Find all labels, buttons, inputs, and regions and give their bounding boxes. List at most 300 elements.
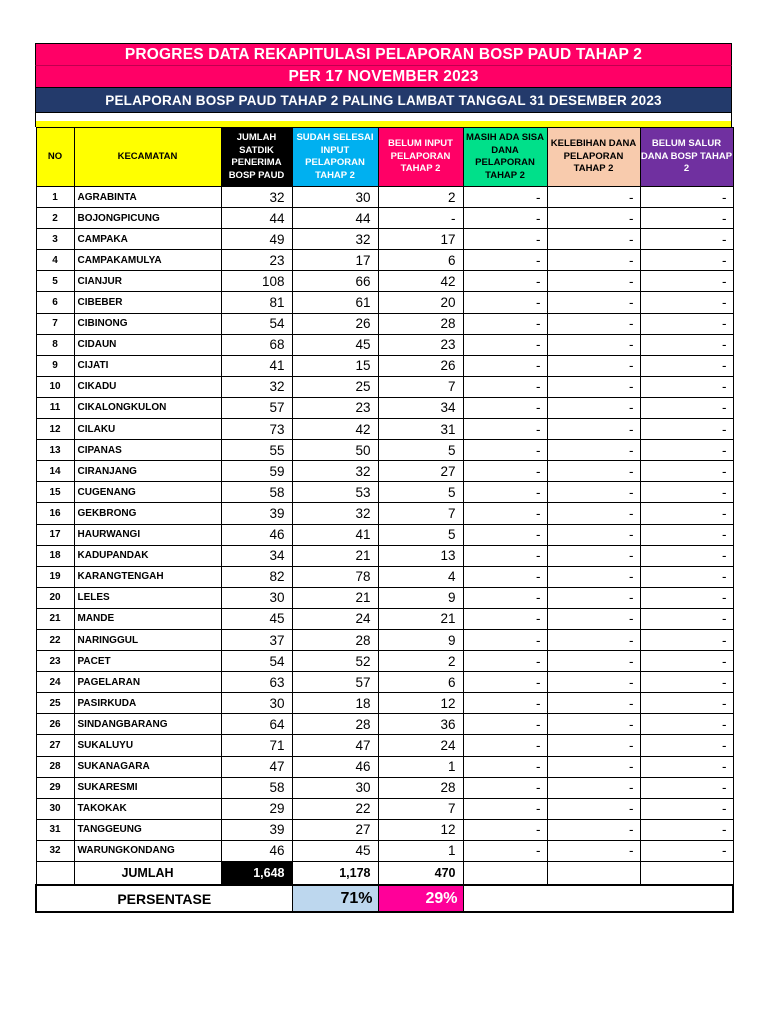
row-no: 6	[36, 292, 74, 313]
row-jumlah: 30	[221, 693, 292, 714]
row-sudah: 44	[292, 208, 378, 229]
row-kecamatan: SUKANAGARA	[74, 756, 221, 777]
row-sudah: 28	[292, 629, 378, 650]
row-sudah: 41	[292, 524, 378, 545]
row-masih: -	[463, 334, 547, 355]
row-kecamatan: MANDE	[74, 608, 221, 629]
row-belum: 5	[378, 524, 463, 545]
row-lebih: -	[547, 271, 640, 292]
header-masih-sisa-dana: MASIH ADA SISA DANA PELAPORAN TAHAP 2	[463, 128, 547, 187]
table-row	[36, 440, 733, 461]
row-kecamatan: CAMPAKAMULYA	[74, 250, 221, 271]
table-row	[36, 419, 733, 440]
row-belum: 12	[378, 819, 463, 840]
row-masih: -	[463, 651, 547, 672]
row-kecamatan: TANGGEUNG	[74, 819, 221, 840]
row-lebih: -	[547, 292, 640, 313]
row-salur: -	[640, 397, 733, 418]
row-no: 28	[36, 756, 74, 777]
row-salur: -	[640, 608, 733, 629]
row-masih: -	[463, 566, 547, 587]
row-kecamatan: TAKOKAK	[74, 798, 221, 819]
table-row	[36, 672, 733, 693]
row-lebih: -	[547, 714, 640, 735]
row-salur: -	[640, 334, 733, 355]
row-lebih: -	[547, 777, 640, 798]
deadline-banner: PELAPORAN BOSP PAUD TAHAP 2 PALING LAMBAT TANGGAL 31 DESEMBER 2023	[35, 87, 732, 112]
row-jumlah: 44	[221, 208, 292, 229]
table-row	[36, 229, 733, 250]
row-masih: -	[463, 735, 547, 756]
row-jumlah: 57	[221, 397, 292, 418]
row-masih: -	[463, 440, 547, 461]
row-no: 29	[36, 777, 74, 798]
total-row	[36, 862, 733, 886]
row-lebih: -	[547, 629, 640, 650]
row-salur: -	[640, 208, 733, 229]
row-salur: -	[640, 355, 733, 376]
row-belum: 26	[378, 355, 463, 376]
row-sudah: 18	[292, 693, 378, 714]
row-belum: 7	[378, 798, 463, 819]
row-salur: -	[640, 524, 733, 545]
row-salur: -	[640, 313, 733, 334]
row-jumlah: 30	[221, 587, 292, 608]
row-salur: -	[640, 503, 733, 524]
row-no: 1	[36, 187, 74, 208]
row-sudah: 21	[292, 587, 378, 608]
total-no-cell	[36, 862, 74, 886]
row-sudah: 15	[292, 355, 378, 376]
row-no: 15	[36, 482, 74, 503]
row-lebih: -	[547, 208, 640, 229]
table-row	[36, 397, 733, 418]
row-lebih: -	[547, 503, 640, 524]
row-sudah: 42	[292, 419, 378, 440]
table-row	[36, 250, 733, 271]
row-no: 30	[36, 798, 74, 819]
row-kecamatan: KARANGTENGAH	[74, 566, 221, 587]
percentage-sudah: 71%	[292, 885, 378, 912]
table-row	[36, 292, 733, 313]
table-row	[36, 376, 733, 397]
row-masih: -	[463, 376, 547, 397]
table-row	[36, 756, 733, 777]
row-jumlah: 108	[221, 271, 292, 292]
row-sudah: 32	[292, 503, 378, 524]
total-salur-cell	[640, 862, 733, 886]
row-lebih: -	[547, 313, 640, 334]
table-row	[36, 777, 733, 798]
row-masih: -	[463, 419, 547, 440]
table-row	[36, 714, 733, 735]
row-masih: -	[463, 271, 547, 292]
total-masih-cell	[463, 862, 547, 886]
row-lebih: -	[547, 229, 640, 250]
row-no: 21	[36, 608, 74, 629]
row-kecamatan: GEKBRONG	[74, 503, 221, 524]
row-jumlah: 55	[221, 440, 292, 461]
row-salur: -	[640, 735, 733, 756]
row-sudah: 61	[292, 292, 378, 313]
row-jumlah: 68	[221, 334, 292, 355]
table-row	[36, 651, 733, 672]
row-salur: -	[640, 629, 733, 650]
row-sudah: 21	[292, 545, 378, 566]
row-jumlah: 45	[221, 608, 292, 629]
row-sudah: 32	[292, 461, 378, 482]
row-belum: 7	[378, 503, 463, 524]
row-belum: 2	[378, 651, 463, 672]
table-row	[36, 798, 733, 819]
report-title: PROGRES DATA REKAPITULASI PELAPORAN BOSP PAUD TAHAP 2	[35, 43, 732, 65]
row-lebih: -	[547, 798, 640, 819]
row-sudah: 30	[292, 777, 378, 798]
row-lebih: -	[547, 587, 640, 608]
row-salur: -	[640, 292, 733, 313]
row-belum: 34	[378, 397, 463, 418]
row-lebih: -	[547, 672, 640, 693]
row-no: 25	[36, 693, 74, 714]
table-row	[36, 208, 733, 229]
row-kecamatan: PAGELARAN	[74, 672, 221, 693]
table-row	[36, 334, 733, 355]
row-sudah: 53	[292, 482, 378, 503]
row-sudah: 26	[292, 313, 378, 334]
row-lebih: -	[547, 334, 640, 355]
row-no: 26	[36, 714, 74, 735]
row-jumlah: 29	[221, 798, 292, 819]
row-no: 16	[36, 503, 74, 524]
percentage-belum: 29%	[378, 885, 463, 912]
row-masih: -	[463, 714, 547, 735]
row-salur: -	[640, 587, 733, 608]
row-masih: -	[463, 840, 547, 861]
header-kelebihan-dana: KELEBIHAN DANA PELAPORAN TAHAP 2	[547, 128, 640, 187]
total-sudah: 1,178	[292, 862, 378, 886]
row-sudah: 50	[292, 440, 378, 461]
row-kecamatan: BOJONGPICUNG	[74, 208, 221, 229]
row-sudah: 24	[292, 608, 378, 629]
table-row	[36, 587, 733, 608]
row-sudah: 45	[292, 334, 378, 355]
table-row	[36, 503, 733, 524]
row-lebih: -	[547, 187, 640, 208]
row-kecamatan: SUKALUYU	[74, 735, 221, 756]
row-no: 8	[36, 334, 74, 355]
row-lebih: -	[547, 608, 640, 629]
row-no: 17	[36, 524, 74, 545]
header-no: NO	[36, 128, 74, 187]
row-masih: -	[463, 250, 547, 271]
table-row	[36, 524, 733, 545]
row-lebih: -	[547, 651, 640, 672]
row-salur: -	[640, 376, 733, 397]
row-kecamatan: LELES	[74, 587, 221, 608]
row-lebih: -	[547, 693, 640, 714]
row-salur: -	[640, 271, 733, 292]
row-jumlah: 32	[221, 187, 292, 208]
row-no: 24	[36, 672, 74, 693]
row-belum: 23	[378, 334, 463, 355]
row-belum: 9	[378, 629, 463, 650]
header-jumlah-satdik: JUMLAH SATDIK PENERIMA BOSP PAUD	[221, 128, 292, 187]
row-salur: -	[640, 798, 733, 819]
row-belum: 6	[378, 672, 463, 693]
row-sudah: 32	[292, 229, 378, 250]
row-belum: 7	[378, 376, 463, 397]
table-row	[36, 566, 733, 587]
table-row	[36, 819, 733, 840]
row-lebih: -	[547, 461, 640, 482]
row-jumlah: 71	[221, 735, 292, 756]
row-sudah: 30	[292, 187, 378, 208]
row-masih: -	[463, 208, 547, 229]
row-lebih: -	[547, 524, 640, 545]
row-no: 5	[36, 271, 74, 292]
total-lebih-cell	[547, 862, 640, 886]
row-kecamatan: SUKARESMI	[74, 777, 221, 798]
table-row	[36, 461, 733, 482]
row-no: 31	[36, 819, 74, 840]
recap-table	[35, 127, 734, 913]
row-no: 13	[36, 440, 74, 461]
row-kecamatan: CIRANJANG	[74, 461, 221, 482]
row-kecamatan: HAURWANGI	[74, 524, 221, 545]
row-salur: -	[640, 693, 733, 714]
row-no: 4	[36, 250, 74, 271]
row-sudah: 28	[292, 714, 378, 735]
total-jumlah: 1,648	[221, 862, 292, 886]
row-masih: -	[463, 461, 547, 482]
total-belum: 470	[378, 862, 463, 886]
row-salur: -	[640, 777, 733, 798]
table-row	[36, 735, 733, 756]
row-sudah: 52	[292, 651, 378, 672]
row-lebih: -	[547, 735, 640, 756]
row-masih: -	[463, 819, 547, 840]
row-masih: -	[463, 482, 547, 503]
total-label: JUMLAH	[74, 862, 221, 886]
row-no: 27	[36, 735, 74, 756]
row-salur: -	[640, 419, 733, 440]
row-belum: 31	[378, 419, 463, 440]
row-masih: -	[463, 587, 547, 608]
row-lebih: -	[547, 250, 640, 271]
row-kecamatan: CIANJUR	[74, 271, 221, 292]
row-jumlah: 41	[221, 355, 292, 376]
table-body	[36, 187, 733, 862]
row-sudah: 66	[292, 271, 378, 292]
table-row	[36, 271, 733, 292]
row-belum: 17	[378, 229, 463, 250]
row-kecamatan: CIKADU	[74, 376, 221, 397]
header-belum-input: BELUM INPUT PELAPORAN TAHAP 2	[378, 128, 463, 187]
row-belum: 36	[378, 714, 463, 735]
row-salur: -	[640, 840, 733, 861]
row-belum: 9	[378, 587, 463, 608]
row-no: 12	[36, 419, 74, 440]
row-belum: 1	[378, 756, 463, 777]
row-jumlah: 46	[221, 524, 292, 545]
row-sudah: 46	[292, 756, 378, 777]
row-masih: -	[463, 292, 547, 313]
row-jumlah: 58	[221, 777, 292, 798]
row-salur: -	[640, 250, 733, 271]
row-salur: -	[640, 440, 733, 461]
spacer-row	[35, 112, 732, 121]
row-belum: 5	[378, 482, 463, 503]
row-jumlah: 49	[221, 229, 292, 250]
report-date: PER 17 NOVEMBER 2023	[35, 65, 732, 87]
report-sheet	[35, 43, 732, 913]
table-row	[36, 545, 733, 566]
row-lebih: -	[547, 566, 640, 587]
row-masih: -	[463, 187, 547, 208]
row-salur: -	[640, 187, 733, 208]
row-jumlah: 54	[221, 313, 292, 334]
row-masih: -	[463, 798, 547, 819]
row-masih: -	[463, 397, 547, 418]
row-belum: 20	[378, 292, 463, 313]
row-lebih: -	[547, 482, 640, 503]
row-lebih: -	[547, 840, 640, 861]
row-no: 32	[36, 840, 74, 861]
row-no: 9	[36, 355, 74, 376]
row-lebih: -	[547, 545, 640, 566]
row-masih: -	[463, 355, 547, 376]
header-row	[36, 128, 733, 187]
row-jumlah: 39	[221, 503, 292, 524]
table-row	[36, 629, 733, 650]
row-masih: -	[463, 608, 547, 629]
header-sudah-input: SUDAH SELESAI INPUT PELAPORAN TAHAP 2	[292, 128, 378, 187]
table-row	[36, 482, 733, 503]
row-masih: -	[463, 756, 547, 777]
row-salur: -	[640, 461, 733, 482]
row-belum: 1	[378, 840, 463, 861]
row-belum: 13	[378, 545, 463, 566]
row-kecamatan: CIBINONG	[74, 313, 221, 334]
row-no: 2	[36, 208, 74, 229]
table-row	[36, 355, 733, 376]
row-kecamatan: CIJATI	[74, 355, 221, 376]
header-belum-salur: BELUM SALUR DANA BOSP TAHAP 2	[640, 128, 733, 187]
row-belum: 5	[378, 440, 463, 461]
row-sudah: 25	[292, 376, 378, 397]
row-belum: 12	[378, 693, 463, 714]
row-lebih: -	[547, 397, 640, 418]
row-jumlah: 34	[221, 545, 292, 566]
row-kecamatan: AGRABINTA	[74, 187, 221, 208]
row-kecamatan: PASIRKUDA	[74, 693, 221, 714]
row-belum: 2	[378, 187, 463, 208]
row-salur: -	[640, 482, 733, 503]
row-masih: -	[463, 629, 547, 650]
row-no: 23	[36, 651, 74, 672]
table-row	[36, 693, 733, 714]
percentage-row	[36, 885, 733, 912]
row-no: 11	[36, 397, 74, 418]
row-masih: -	[463, 693, 547, 714]
row-sudah: 78	[292, 566, 378, 587]
row-salur: -	[640, 819, 733, 840]
row-jumlah: 81	[221, 292, 292, 313]
row-sudah: 45	[292, 840, 378, 861]
row-belum: 28	[378, 313, 463, 334]
summary-body	[36, 862, 733, 913]
table-row	[36, 187, 733, 208]
row-no: 20	[36, 587, 74, 608]
percentage-empty	[463, 885, 733, 912]
header-kecamatan: KECAMATAN	[74, 128, 221, 187]
row-jumlah: 59	[221, 461, 292, 482]
row-lebih: -	[547, 756, 640, 777]
row-jumlah: 23	[221, 250, 292, 271]
row-kecamatan: CIDAUN	[74, 334, 221, 355]
row-salur: -	[640, 566, 733, 587]
row-no: 19	[36, 566, 74, 587]
row-belum: 24	[378, 735, 463, 756]
row-no: 14	[36, 461, 74, 482]
row-masih: -	[463, 313, 547, 334]
row-salur: -	[640, 672, 733, 693]
row-lebih: -	[547, 355, 640, 376]
row-jumlah: 73	[221, 419, 292, 440]
row-jumlah: 64	[221, 714, 292, 735]
row-sudah: 22	[292, 798, 378, 819]
row-sudah: 17	[292, 250, 378, 271]
row-masih: -	[463, 777, 547, 798]
row-lebih: -	[547, 419, 640, 440]
row-belum: -	[378, 208, 463, 229]
row-lebih: -	[547, 819, 640, 840]
row-no: 18	[36, 545, 74, 566]
row-jumlah: 82	[221, 566, 292, 587]
row-sudah: 27	[292, 819, 378, 840]
percentage-label: PERSENTASE	[36, 885, 292, 912]
row-kecamatan: KADUPANDAK	[74, 545, 221, 566]
row-sudah: 57	[292, 672, 378, 693]
row-kecamatan: NARINGGUL	[74, 629, 221, 650]
table-row	[36, 313, 733, 334]
row-kecamatan: CIKALONGKULON	[74, 397, 221, 418]
row-kecamatan: PACET	[74, 651, 221, 672]
row-belum: 4	[378, 566, 463, 587]
row-lebih: -	[547, 376, 640, 397]
row-jumlah: 58	[221, 482, 292, 503]
row-belum: 21	[378, 608, 463, 629]
row-masih: -	[463, 672, 547, 693]
row-salur: -	[640, 651, 733, 672]
row-jumlah: 46	[221, 840, 292, 861]
row-belum: 6	[378, 250, 463, 271]
row-salur: -	[640, 545, 733, 566]
row-sudah: 47	[292, 735, 378, 756]
row-kecamatan: CILAKU	[74, 419, 221, 440]
row-salur: -	[640, 714, 733, 735]
table-row	[36, 608, 733, 629]
row-jumlah: 32	[221, 376, 292, 397]
row-kecamatan: CUGENANG	[74, 482, 221, 503]
table-row	[36, 840, 733, 861]
row-masih: -	[463, 229, 547, 250]
row-no: 3	[36, 229, 74, 250]
row-salur: -	[640, 229, 733, 250]
row-lebih: -	[547, 440, 640, 461]
row-kecamatan: CAMPAKA	[74, 229, 221, 250]
row-belum: 27	[378, 461, 463, 482]
